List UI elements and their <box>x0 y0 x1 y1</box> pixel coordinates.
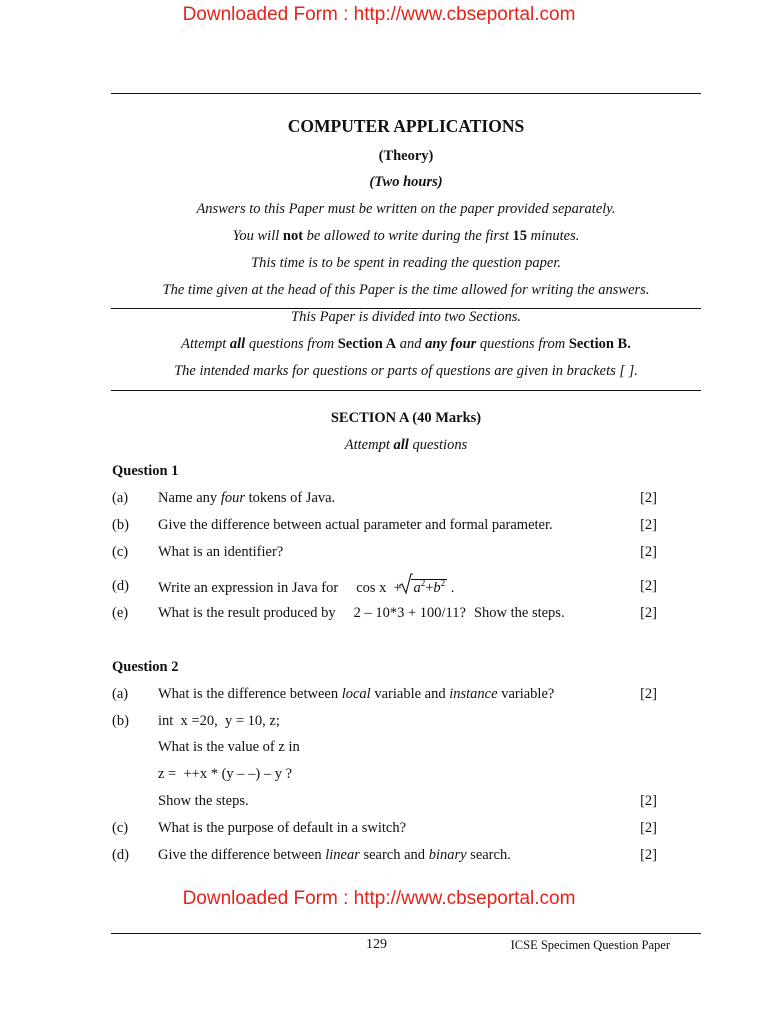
instruction-3: This time is to be spent in reading the question paper. <box>251 255 561 271</box>
q2-part-d: (d) Give the difference between linear search and binary search. [2] <box>112 847 657 863</box>
question-2-heading: Question 2 <box>112 659 179 675</box>
q2-part-c: (c) What is the purpose of default in a switch? [2] <box>112 820 657 836</box>
q1-part-d: (d) Write an expression in Java for cos x + $a^2+b^2$ . [2] <box>112 578 657 598</box>
watermark-bottom: Downloaded Form : http://www.cbseportal.com <box>182 888 576 909</box>
q1-part-e: (e) What is the result produced by 2 – 10*3 + 100/11? Show the steps. [2] <box>112 605 657 621</box>
expression-cos: cos x + <box>356 579 402 596</box>
page-number: 129 <box>366 937 387 952</box>
q2-part-b: (b) int x =20, y = 10, z; <box>112 713 280 729</box>
q1-part-c: (c) What is an identifier? [2] <box>112 544 657 560</box>
q2-part-b-line4: Show the steps. [2] <box>158 793 657 809</box>
watermark-top: Downloaded Form : http://www.cbseportal.com <box>182 4 576 25</box>
instruction-6: Attempt all questions from Section A and any four questions from Section B. <box>181 336 631 352</box>
sqrt-expression: $a^2+b^2$ <box>411 578 447 597</box>
paper-duration: (Two hours) <box>369 174 443 190</box>
section-a-subtitle: Attempt all questions <box>344 437 468 453</box>
paper-subtitle: (Theory) <box>378 148 434 164</box>
instruction-7: The intended marks for questions or parts of questions are given in brackets [ ]. <box>174 363 638 379</box>
paper-title: COMPUTER APPLICATIONS <box>287 116 525 136</box>
q2-part-b-line2: What is the value of z in <box>158 739 300 755</box>
q2-part-a: (a) What is the difference between local variable and instance variable? [2] <box>112 686 657 702</box>
instruction-4: The time given at the head of this Paper is the time allowed for writing the answers. <box>162 282 650 298</box>
sqrt-radical-icon <box>399 573 413 595</box>
footer-source: ICSE Specimen Question Paper <box>510 938 670 952</box>
section-rule <box>111 390 701 391</box>
q1-part-a: (a) Name any four tokens of Java. [2] <box>112 490 657 506</box>
instruction-1: Answers to this Paper must be written on the paper provided separately. <box>196 201 616 217</box>
footer-rule <box>111 933 701 934</box>
instruction-2: You will not be allowed to write during the first 15 minutes. <box>232 228 580 244</box>
instruction-5: This Paper is divided into two Sections. <box>291 309 521 325</box>
q2-part-b-line3: z = ++x * (y – –) – y ? <box>158 766 293 782</box>
question-1-heading: Question 1 <box>112 463 179 479</box>
top-rule <box>111 93 701 94</box>
q1-part-b: (b) Give the difference between actual parameter and formal parameter. [2] <box>112 517 657 533</box>
section-a-title: SECTION A (40 Marks) <box>330 410 482 426</box>
